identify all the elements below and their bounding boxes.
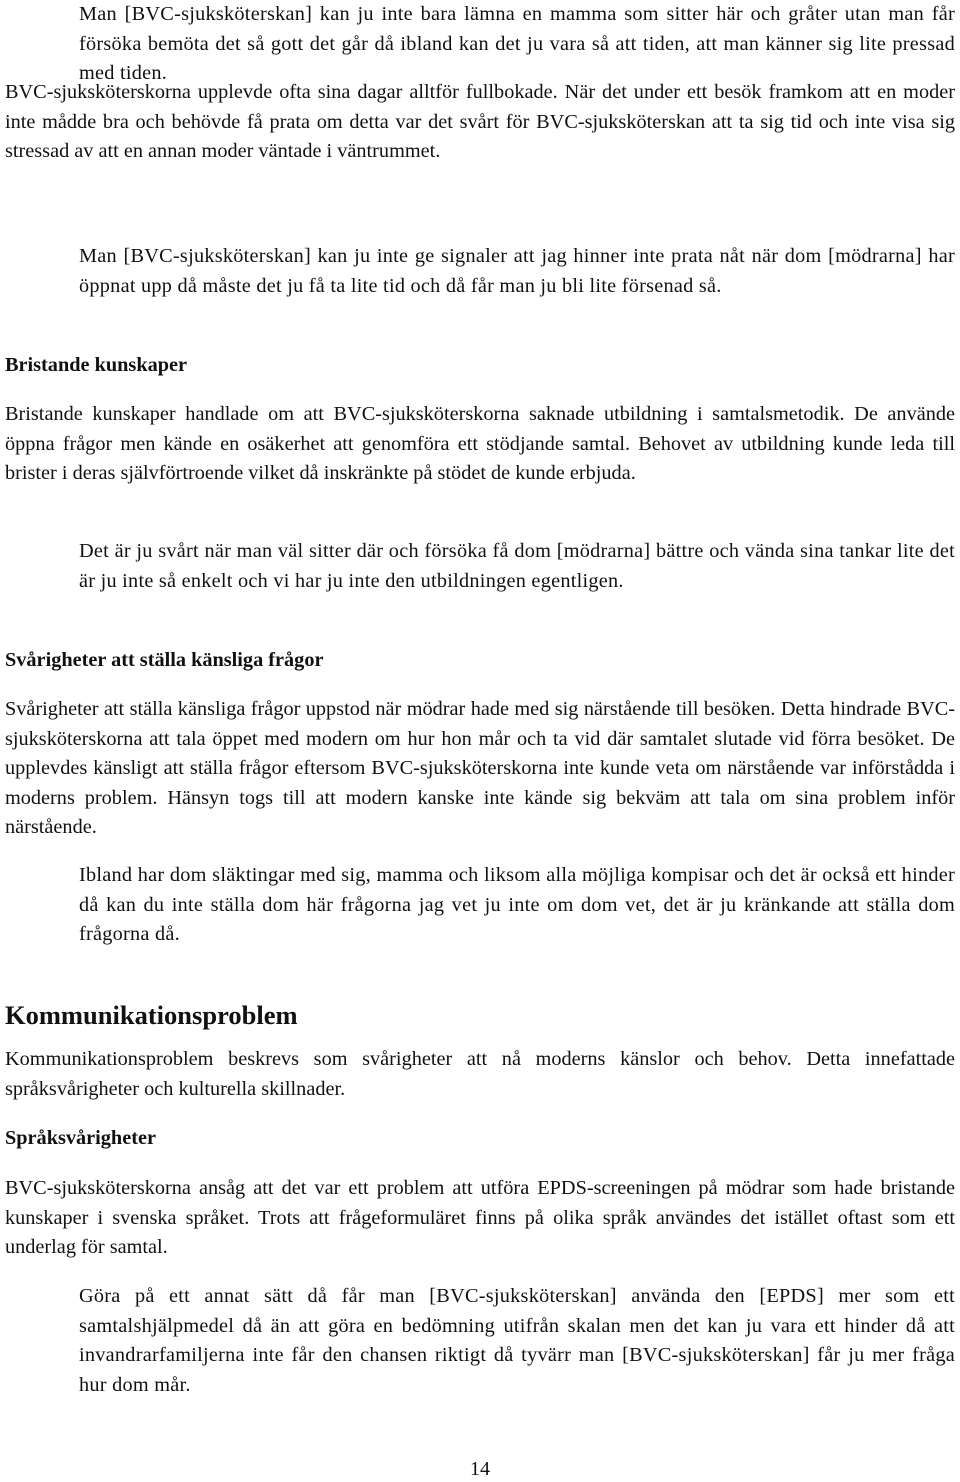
interview-quote: Man [BVC-sjuksköterskan] kan ju inte ge signaler att jag hinner inte prata nåt när dom [mödrarna] har öppnat upp då måste det ju få ta lite tid och då får man ju bli lite försenad så. <box>79 245 955 297</box>
interview-quote: Ibland har dom släktingar med sig, mamma och liksom alla möjliga kompisar och det är också ett hinder då kan du inte ställa dom här frågorna jag vet ju inte om dom vet, det är ju kränkande att ställa dom frågorna då. <box>79 864 955 945</box>
body-paragraph: Bristande kunskaper handlade om att BVC-sjuksköterskorna saknade utbildning i samtalsmetodik. De använde öppna frågor men kände en osäkerhet att genomföra ett stödjande samtal. Behovet av utbildning kunde leda till brister i deras självförtroende vilket då inskränkte på stödet de kunde erbjuda. <box>5 403 955 484</box>
body-paragraph: Kommunikationsproblem beskrevs som svårigheter att nå moderns känslor och behov. Detta innefattade språksvårigheter och kulturella skillnader. <box>5 1048 955 1100</box>
body-paragraph: Svårigheter att ställa känsliga frågor uppstod när mödrar hade med sig närstående till besöken. Detta hindrade BVC-sjuksköterskorna att tala öppet med modern om hur hon mår och ta vid där samtalet slutade vid förra besöket. De upplevdes känsligt att ställa frågor eftersom BVC-sjuksköterskorna inte kunde veta om närstående var införstådda i moderns problem. Hänsyn togs till att modern kanske inte kände sig bekväm att tala om sina problem inför närstående. <box>5 698 955 838</box>
body-paragraph: BVC-sjuksköterskorna ansåg att det var ett problem att utföra EPDS-screeningen på mödrar som hade bristande kunskaper i svenska språket. Trots att frågeformuläret finns på olika språk användes det istället oftast som ett underlag för samtal. <box>5 1177 955 1258</box>
section-heading: Bristande kunskaper <box>5 354 188 376</box>
interview-quote: Göra på ett annat sätt då får man [BVC-sjuksköterskan] använda den [EPDS] mer som ett samtalshjälpmedel då än att göra en bedömning utifrån skalan men det kan ju vara ett hinder då att invandrarfamiljerna inte får den chansen riktigt då tyvärr man [BVC-sjuksköterskan] får ju mer fråga hur dom mår. <box>79 1285 955 1396</box>
section-heading: Svårigheter att ställa känsliga frågor <box>5 649 324 671</box>
section-heading: Språksvårigheter <box>5 1127 156 1149</box>
interview-quote: Det är ju svårt när man väl sitter där och försöka få dom [mödrarna] bättre och vända sina tankar lite det är ju inte så enkelt och vi har ju inte den utbildningen egentligen. <box>79 540 955 592</box>
body-paragraph: BVC-sjuksköterskorna upplevde ofta sina dagar alltför fullbokade. När det under ett besök framkom att en moder inte mådde bra och behövde få prata om detta var det svårt för BVC-sjuksköterskan att ta sig tid och inte visa sig stressad av att en annan moder väntade i väntrummet. <box>5 81 955 162</box>
chapter-heading: Kommunikationsproblem <box>5 1000 298 1030</box>
page-number: 14 <box>470 1458 490 1480</box>
interview-quote: Man [BVC-sjuksköterskan] kan ju inte bara lämna en mamma som sitter här och gråter utan man får försöka bemöta det så gott det går då ibland kan det ju vara så att tiden, att man känner sig lite pressad med tiden. <box>79 3 955 84</box>
